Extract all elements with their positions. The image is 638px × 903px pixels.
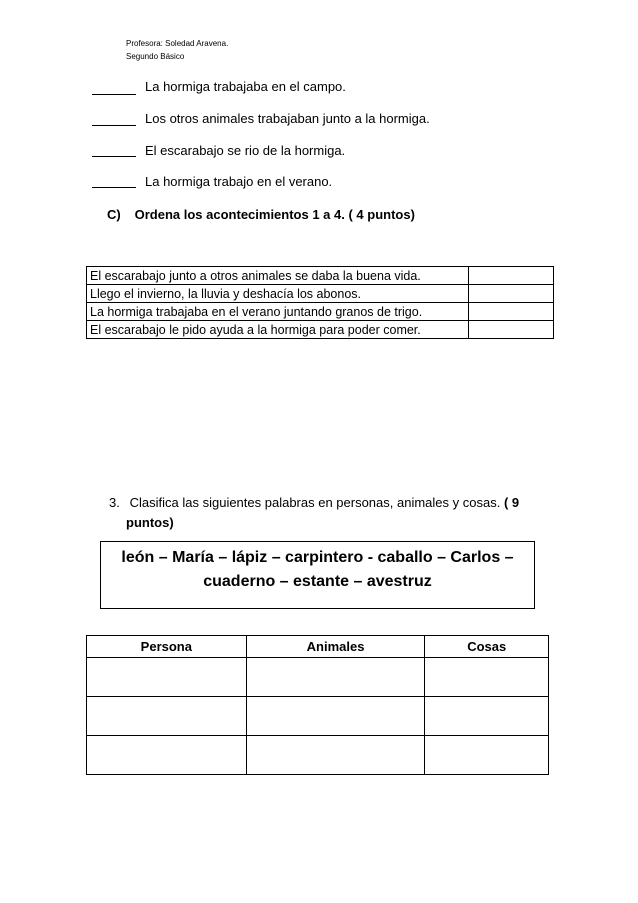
table-row [87,267,554,285]
table-row [87,658,549,697]
answer-cell[interactable] [87,736,247,775]
section-c-heading [107,207,415,222]
answer-cell[interactable] [87,697,247,736]
answer-blank [92,187,136,188]
table-header-row [87,636,549,658]
event-text: La hormiga trabajaba en el verano juntando granos de trigo. [87,303,469,321]
answer-cell[interactable] [425,658,549,697]
statement-3: El escarabajo se rio de la hormiga. [145,143,346,158]
answer-cell[interactable] [425,736,549,775]
table-row [87,321,554,339]
order-cell[interactable] [469,267,554,285]
word-bank-line-1: león – María – lápiz – carpintero - caballo – Carlos – [121,549,514,566]
header-animales: Animales [246,636,425,658]
answer-blank [92,156,136,157]
table-row [87,697,549,736]
order-cell[interactable] [469,303,554,321]
answer-cell[interactable] [87,658,247,697]
question-text: Clasifica las siguientes palabras en personas, animales y cosas. [129,495,501,510]
question-points-cont: puntos) [126,515,174,530]
order-cell[interactable] [469,285,554,303]
order-events-table [86,266,554,339]
table-row [87,736,549,775]
teacher-name: Profesora: Soledad Aravena. [126,39,229,48]
header-persona: Persona [87,636,247,658]
answer-cell[interactable] [246,697,425,736]
statement-4: La hormiga trabajo en el verano. [145,174,333,189]
event-text: El escarabajo le pido ayuda a la hormiga para poder comer. [87,321,469,339]
answer-cell[interactable] [246,736,425,775]
header-cosas: Cosas [425,636,549,658]
word-bank-line-2: cuaderno – estante – avestruz [203,573,432,590]
answer-cell[interactable] [425,697,549,736]
section-c-title: Ordena los acontecimientos 1 a 4. ( 4 puntos) [134,207,415,222]
answer-cell[interactable] [246,658,425,697]
answer-blank [92,125,136,126]
section-c-label: C) [107,207,121,222]
classify-table [86,635,549,775]
question-number: 3. [109,495,120,510]
event-text: Llego el invierno, la lluvia y deshacía los abonos. [87,285,469,303]
grade-label: Segundo Básico [126,52,185,61]
question-points: ( 9 [503,495,520,510]
question-3 [109,493,549,533]
word-bank-box [100,541,535,609]
event-text: El escarabajo junto a otros animales se daba la buena vida. [87,267,469,285]
table-row [87,303,554,321]
statement-2: Los otros animales trabajaban junto a la hormiga. [145,111,430,126]
table-row [87,285,554,303]
statement-1: La hormiga trabajaba en el campo. [145,79,346,94]
answer-blank [92,94,136,95]
order-cell[interactable] [469,321,554,339]
